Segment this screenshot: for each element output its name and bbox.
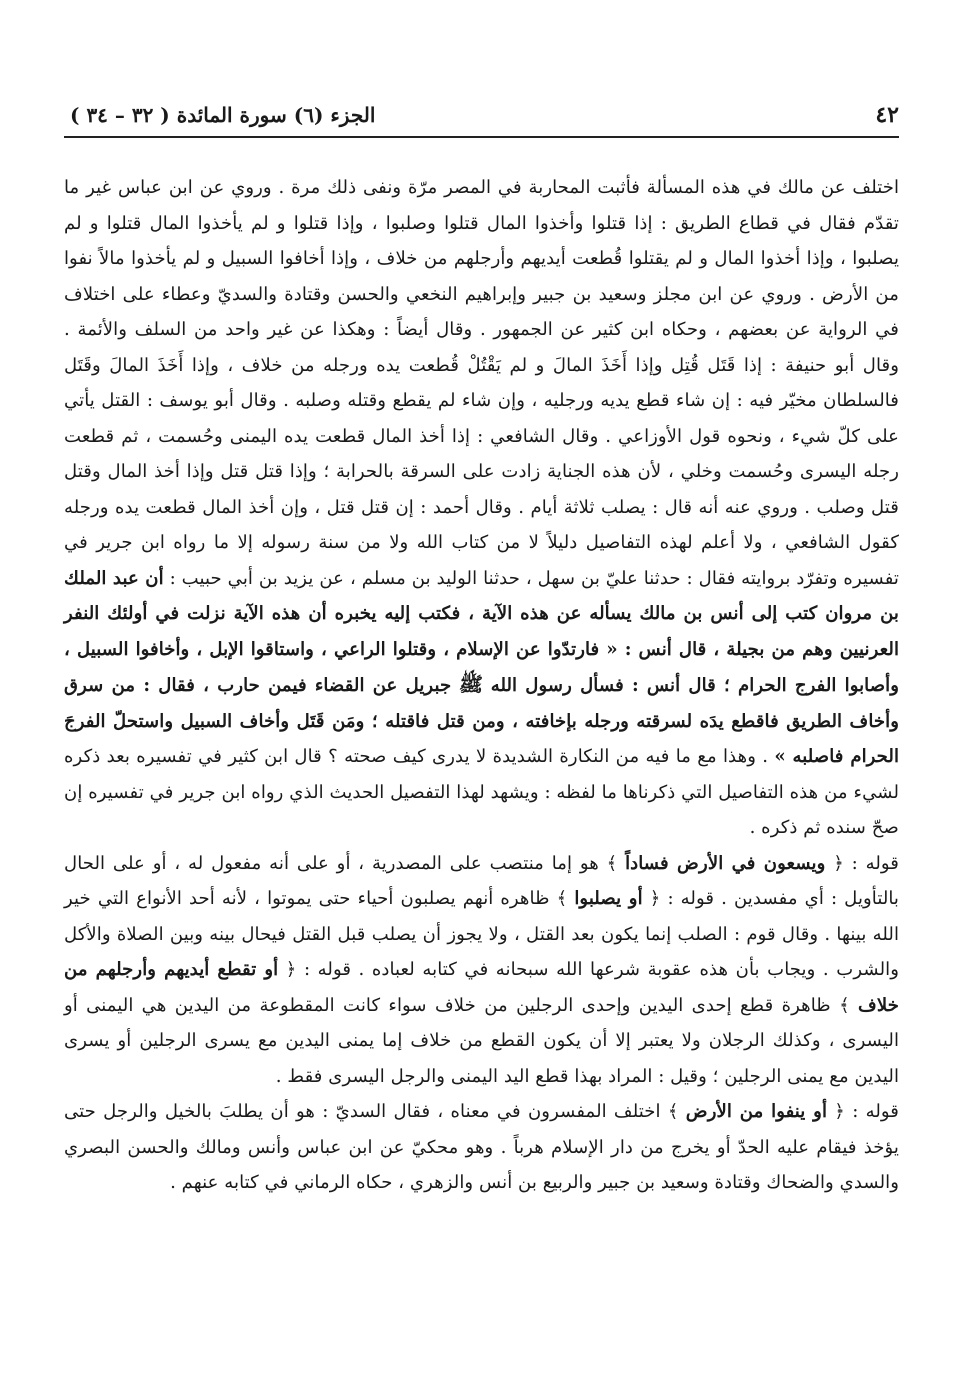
- ornate-bracket-open-icon: ﴿: [285, 959, 297, 980]
- text-commentary-2: هو إما منتصب على المصدرية ، أو على أنه مفعول له ، أو على الحال بالتأويل : أي مفسدين . قوله :: [64, 852, 899, 909]
- ornate-bracket-open-icon: ﴿: [834, 1101, 845, 1122]
- paragraph-3: [64, 1094, 899, 1201]
- verse-quote-4: أو ينفوا من الأرض: [685, 1101, 827, 1122]
- text-commentary-3: اختلف المفسرون في معناه ، فقال السديّ : هو أن يطلبَ بالخيل والرجل حتى يؤخذ فيقام عليه الحدّ أو يخرج من دار الإسلام هرباً . وهو محكيّ عن ابن عباس وأنس ومالك والحسن البصري والسدي والضحاك وقتادة وسعيد بن جبير والربيع بن أنس والزهري ، حكاه الرماني في كتابه عنهم .: [64, 1101, 899, 1193]
- qawluhu-label-1: قوله :: [851, 852, 899, 874]
- hadith-text: أن عبد الملك بن مروان كتب إلى أنس بن مالك يسأله عن هذه الآية ، فكتب إليه يخبره أن هذه الآية نزلت في أولئك النفر العرنيين وهم من بجيلة ، قال أنس : « فارتدّوا عن الإسلام ، وقتلوا الراعي ، واستاقوا الإبل ، وأخافوا السبيل ، وأصابوا الفرج الحرام ؛ قال أنس : فسأل رسول الله: [64, 567, 899, 696]
- salawat-glyph: ﷺ: [458, 672, 484, 696]
- page-number: ٤٢: [875, 102, 899, 128]
- hadith-text-continued: جبريل عن القضاء فيمن حارب ، فقال : من سرق وأخاف الطريق فاقطع يدَه لسرقته ورجله بإخافته ، ومن قتل فاقتله ؛ ومَن قَتَل وأخاف السبيل واستحلّ الفرجَ الحرام فاصلبه »: [64, 675, 899, 767]
- ornate-bracket-close-icon: ﴾: [839, 994, 850, 1016]
- verse-quote-3: أو تقطع أيديهم وأرجلهم من خلاف: [64, 959, 899, 1016]
- running-title: الجزء (٦) سورة المائدة ( ٣٢ – ٣٤ ): [70, 103, 376, 127]
- text-commentary-2b: ظاهره أنهم يصلبون أحياء حتى يموتوا ، لأنه أحد الأنواع التي خير الله بينها . وقال قوم : الصلب إنما يكون بعد القتل ، ولا يجوز أن يصلب قبل القتل فيحال بينه وبين الصلاة والأكل والشرب . ويجاب بأن هذه عقوبة شرعها الله سبحانه في كتابه لعباده . قوله :: [64, 888, 899, 980]
- paragraph-1: [64, 170, 899, 846]
- page-header: [64, 100, 899, 138]
- header-rule: [64, 136, 899, 138]
- ornate-bracket-close-icon: ﴾: [556, 888, 568, 909]
- paragraph-2: [64, 846, 899, 1095]
- ornate-bracket-open-icon: ﴿: [649, 888, 661, 909]
- text-commentary-1-end: . وهذا مع ما فيه من النكارة الشديدة لا يدرى كيف صحته ؟ قال ابن كثير في تفسيره بعد ذكره لشيء من هذه التفاصيل التي ذكرناها ما لفظه : ويشهد لهذا التفصيل الحديث الذي رواه ابن جرير في تفسيره إن صحّ سنده ثم ذكره .: [64, 746, 899, 838]
- ornate-bracket-close-icon: ﴾: [667, 1101, 679, 1122]
- verse-quote-2: أو يصلبوا: [574, 888, 643, 909]
- ornate-bracket-open-icon: ﴿: [833, 852, 844, 874]
- text-commentary-2c: ظاهرة قطع إحدى اليدين وإحدى الرجلين من خلاف سواء كانت المقطوعة من اليدين هي اليمنى أو اليسرى ، وكذلك الرجلان ولا يعتبر إلا أن يكون القطع من خلاف إما يمنى اليدين مع يسرى الرجلين أو يسرى اليدين مع يمنى الرجلين ؛ وقيل : المراد بهذا قطع اليد اليمنى والرجل اليسرى فقط .: [64, 994, 899, 1087]
- body-text: [64, 170, 899, 1201]
- text-commentary-1: اختلف عن مالك في هذه المسألة فأثبت المحاربة في المصر مرّة ونفى ذلك مرة . وروي عن ابن عباس غير ما تقدّم فقال في قطاع الطريق : إذا قتلوا وأخذوا المال قتلوا وصلبوا ، وإذا قتلوا و لم يأخذوا المال قتلوا و لم يصلبوا ، وإذا أخذوا المال و لم يقتلوا قُطعت أيديهم وأرجلهم من خلاف ، وإذا أخافوا السبيل و لم يأخذوا مالاً نفوا من الأرض . وروي عن ابن مجلز وسعيد بن جبير وإبراهيم النخعي والحسن وقتادة والسديّ وعطاء على اختلاف في الرواية عن بعضهم ، وحكاه ابن كثير عن الجمهور . وقال أيضاً : وهكذا عن غير واحد من السلف والأئمة . وقال أبو حنيفة : إذا قَتَل قُتِل وإذا أَخَذَ المالَ و لم يَقْتُلْ قُطعت يده ورجله من خلاف ، وإذا أَخَذَ المالَ وقَتَل فالسلطان مخيّر فيه : إن شاء قطع يديه ورجليه ، وإن شاء لم يقطع وقتله وصلبه . وقال أبو يوسف : القتل يأتي على كلّ شيء ، ونحوه قول الأوزاعي . وقال الشافعي : إذا أخذ المال قطعت يده اليمنى وحُسمت ، ثم قطعت رجله اليسرى وحُسمت وخلي ، لأن هذه الجناية زادت على السرقة بالحرابة ؛ وإذا قتل قتل وإذا أخذ المال وقتل قتل وصلب . وروي عنه أنه قال : يصلب ثلاثة أيام . وقال أحمد : إن قتل قتل ، وإن أخذ المال قطعت يده ورجله كقول الشافعي ، ولا أعلم لهذه التفاصيل دليلاً لا من كتاب الله ولا من سنة رسوله إلا ما رواه ابن جرير في تفسيره وتفرّد بروايته فقال : حدثنا عليّ بن سهل ، حدثنا الوليد بن مسلم ، عن يزيد بن أبي حبيب :: [64, 177, 899, 589]
- qawluhu-label-2: قوله :: [852, 1101, 899, 1122]
- ornate-bracket-close-icon: ﴾: [606, 852, 618, 874]
- verse-quote-1: ويسعون في الأرض فساداً: [625, 852, 826, 874]
